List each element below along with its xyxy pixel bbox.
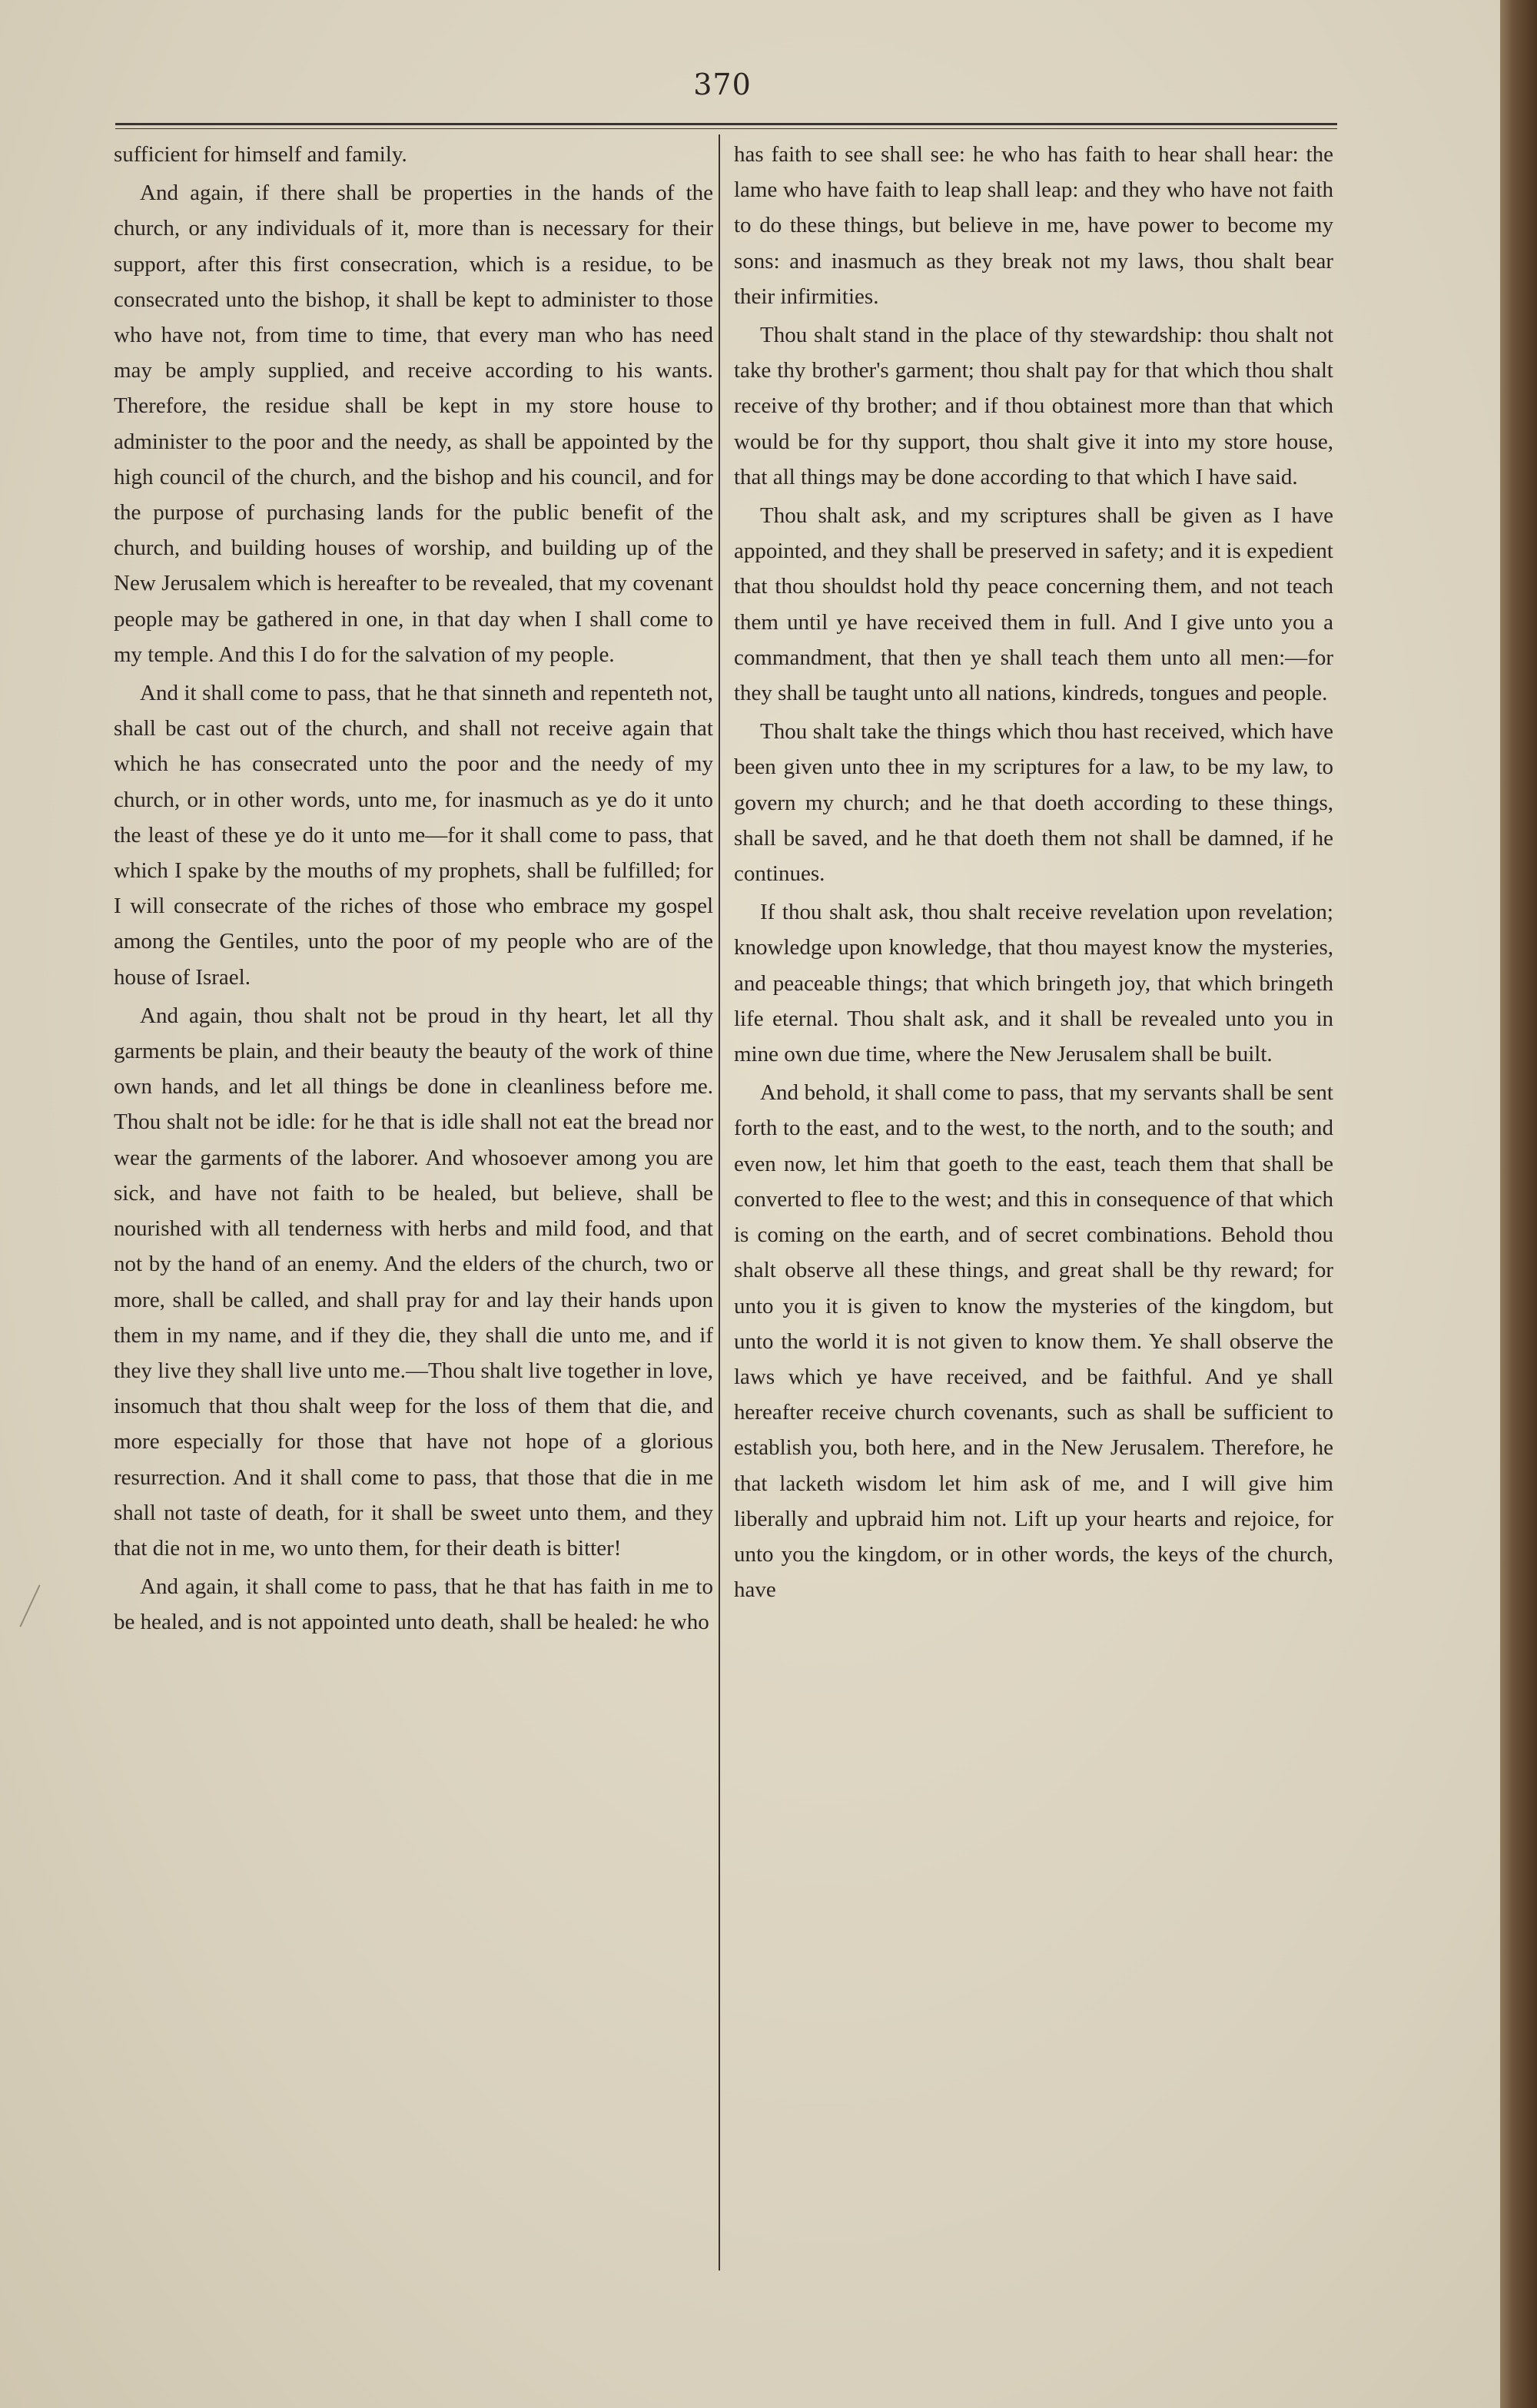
- paragraph: And again, if there shall be properties in the hands of the church, or any individuals of it, more than is necessary for their support, after this first consecration, which is a residue, to be consecrated unto the bishop, it shall be kept to administer to those who have not, from time to time, that every man who has need may be amply supplied, and receive according to his wants. Therefore, the residue shall be kept in my store house to administer to the poor and the needy, as shall be appointed by the high council of the church, and the bishop and his council, and for the purpose of purchasing lands for the public benefit of the church, and building houses of worship, and building up of the New Jerusalem which is hereafter to be revealed, that my covenant people may be gathered in one, in that day when I shall come to my temple. And this I do for the salvation of my people.: [114, 181, 713, 667]
- paragraph: Thou shalt ask, and my scriptures shall be given as I have appointed, and they shall be preserved in safety; and it is expedient that thou shouldst hold thy peace concerning them, and not teach them until ye have received them in full. And I give unto you a commandment, that then ye shall teach them unto all men:—for they shall be taught unto all nations, kindreds, tongues and people.: [734, 503, 1333, 706]
- right-column: [734, 137, 1333, 1610]
- margin-pencil-mark: [19, 1584, 40, 1627]
- paragraph: If thou shalt ask, thou shalt receive revelation upon revelation; knowledge upon knowledge, that thou mayest know the mysteries, and peaceable things; that which bringeth joy, that which bringeth life eternal. Thou shalt ask, and it shall be revealed unto you in mine own due time, where the New Jerusalem shall be built.: [734, 900, 1333, 1067]
- paragraph: Thou shalt take the things which thou hast received, which have been given unto thee in my scriptures for a law, to be my law, to govern my church; and he that doeth according to these things, shall be saved, and he that doeth them not shall be damned, if he continues.: [734, 719, 1333, 887]
- paragraph: And again, thou shalt not be proud in thy heart, let all thy garments be plain, and their beauty the beauty of the work of thine own hands, and let all things be done in cleanliness before me. Thou shalt not be idle: for he that is idle shall not eat the bread nor wear the garments of the laborer. And whosoever among you are sick, and have not faith to be healed, but believe, shall be nourished with all tenderness with herbs and mild food, and that not by the hand of an enemy. And the elders of the church, two or more, shall be called, and shall pray for and lay their hands upon them in my name, and if they die, they shall die unto me, and if they live they shall live unto me.—Thou shalt live together in love, insomuch that thou shalt weep for the loss of them that die, and more especially for those that have not hope of a glorious resurrection. And it shall come to pass, that those that die in me shall not taste of death, for it shall be sweet unto them, and they that die not in me, wo unto them, for their death is bitter!: [114, 1003, 713, 1561]
- paragraph: And behold, it shall come to pass, that my servants shall be sent forth to the east, and to the west, to the north, and to the south; and even now, let him that goeth to the east, teach them that shall be converted to flee to the west; and this in consequence of that which is coming on the earth, and of secret combinations. Behold thou shalt observe all these things, and great shall be thy reward; for unto you it is given to know the mysteries of the kingdom, but unto the world it is not given to know them. Ye shall observe the laws which ye have received, and be faithful. And ye shall hereafter receive church covenants, such as shall be sufficient to establish you, both here, and in the New Jerusalem. Therefore, he that lacketh wisdom let him ask of me, and I will give him liberally and upbraid him not. Lift up your hearts and rejoice, for unto you the kingdom, or in other words, the keys of the church, have: [734, 1080, 1333, 1603]
- paragraph: Thou shalt stand in the place of thy stewardship: thou shalt not take thy brother's garment; thou shalt pay for that which thou shalt receive of thy brother; and if thou obtainest more than that which would be for thy support, thou shalt give it into my store house, that all things may be done according to that which I have said.: [734, 323, 1333, 489]
- paragraph: has faith to see shall see: he who has faith to hear shall hear: the lame who have faith to leap shall leap: and they who have not faith to do these things, but believe in me, have power to become my sons: and inasmuch as they break not my laws, thou shalt bear their infirmities.: [734, 142, 1333, 309]
- left-column: [114, 137, 713, 1643]
- paragraph: And again, it shall come to pass, that he that has faith in me to be healed, and is not appointed unto death, shall be healed: he who: [114, 1574, 713, 1635]
- page-number: 370: [693, 68, 752, 101]
- column-divider: [719, 134, 720, 2270]
- paragraph: sufficient for himself and family.: [114, 142, 407, 167]
- paragraph: And it shall come to pass, that he that sinneth and repenteth not, shall be cast out of the church, and shall not receive again that which he has consecrated unto the poor and the needy of my church, or in other words, unto me, for inasmuch as ye do it unto the least of these ye do it unto me—for it shall come to pass, that which I spake by the mouths of my prophets, shall be fulfilled; for I will consecrate of the riches of those who embrace my gospel among the Gentiles, unto the poor of my people who are of the house of Israel.: [114, 681, 713, 990]
- header-rule: [115, 123, 1337, 129]
- book-spine-edge: [1500, 0, 1537, 2408]
